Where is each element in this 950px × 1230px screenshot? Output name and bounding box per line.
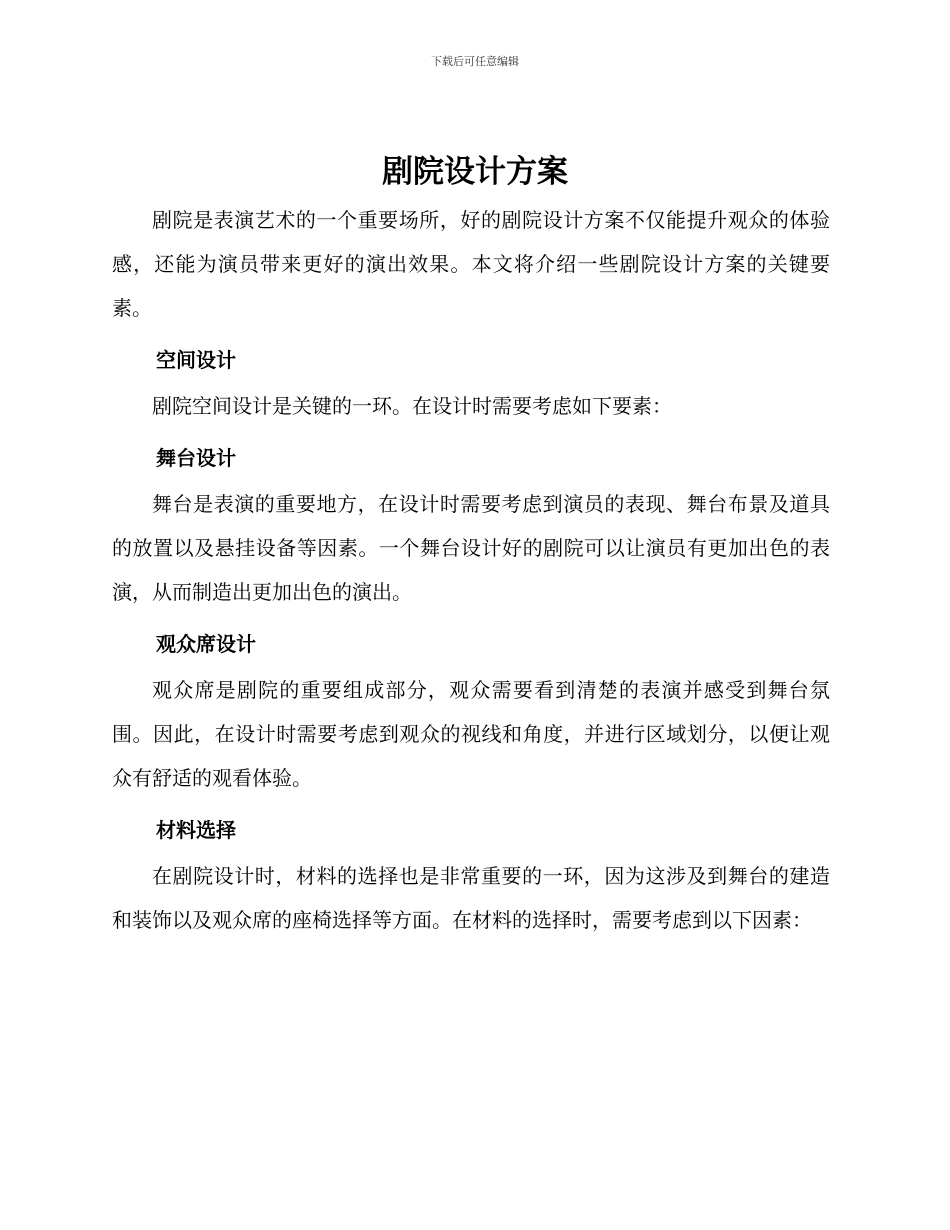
section-heading-audience-design: 观众席设计 [156, 632, 256, 656]
section-paragraph-audience-design: 观众席是剧院的重要组成部分，观众需要看到清楚的表演并感受到舞台氛围。因此，在设计时需要考虑到观众的视线和角度，并进行区域划分，以便让观众有舒适的观看体验。 [112, 678, 830, 790]
section-heading-space-design: 空间设计 [156, 348, 236, 372]
intro-paragraph: 剧院是表演艺术的一个重要场所，好的剧院设计方案不仅能提升观众的体验感，还能为演员带来更好的演出效果。本文将介绍一些剧院设计方案的关键要素。 [112, 208, 830, 320]
section-paragraph-stage-design: 舞台是表演的重要地方，在设计时需要考虑到演员的表现、舞台布景及道具的放置以及悬挂设备等因素。一个舞台设计好的剧院可以让演员有更加出色的表演，从而制造出更加出色的演出。 [112, 492, 830, 604]
section-heading-stage-design: 舞台设计 [156, 446, 236, 470]
section-paragraph-space-design: 剧院空间设计是关键的一环。在设计时需要考虑如下要素： [152, 394, 672, 418]
document-title: 剧院设计方案 [382, 154, 568, 190]
document-body [112, 198, 830, 942]
section-paragraph-material-selection: 在剧院设计时，材料的选择也是非常重要的一环，因为这涉及到舞台的建造和装饰以及观众席的座椅选择等方面。在材料的选择时，需要考虑到以下因素： [112, 864, 830, 932]
section-heading-material-selection: 材料选择 [156, 818, 236, 842]
page-header-note: 下载后可任意编辑 [431, 55, 519, 68]
